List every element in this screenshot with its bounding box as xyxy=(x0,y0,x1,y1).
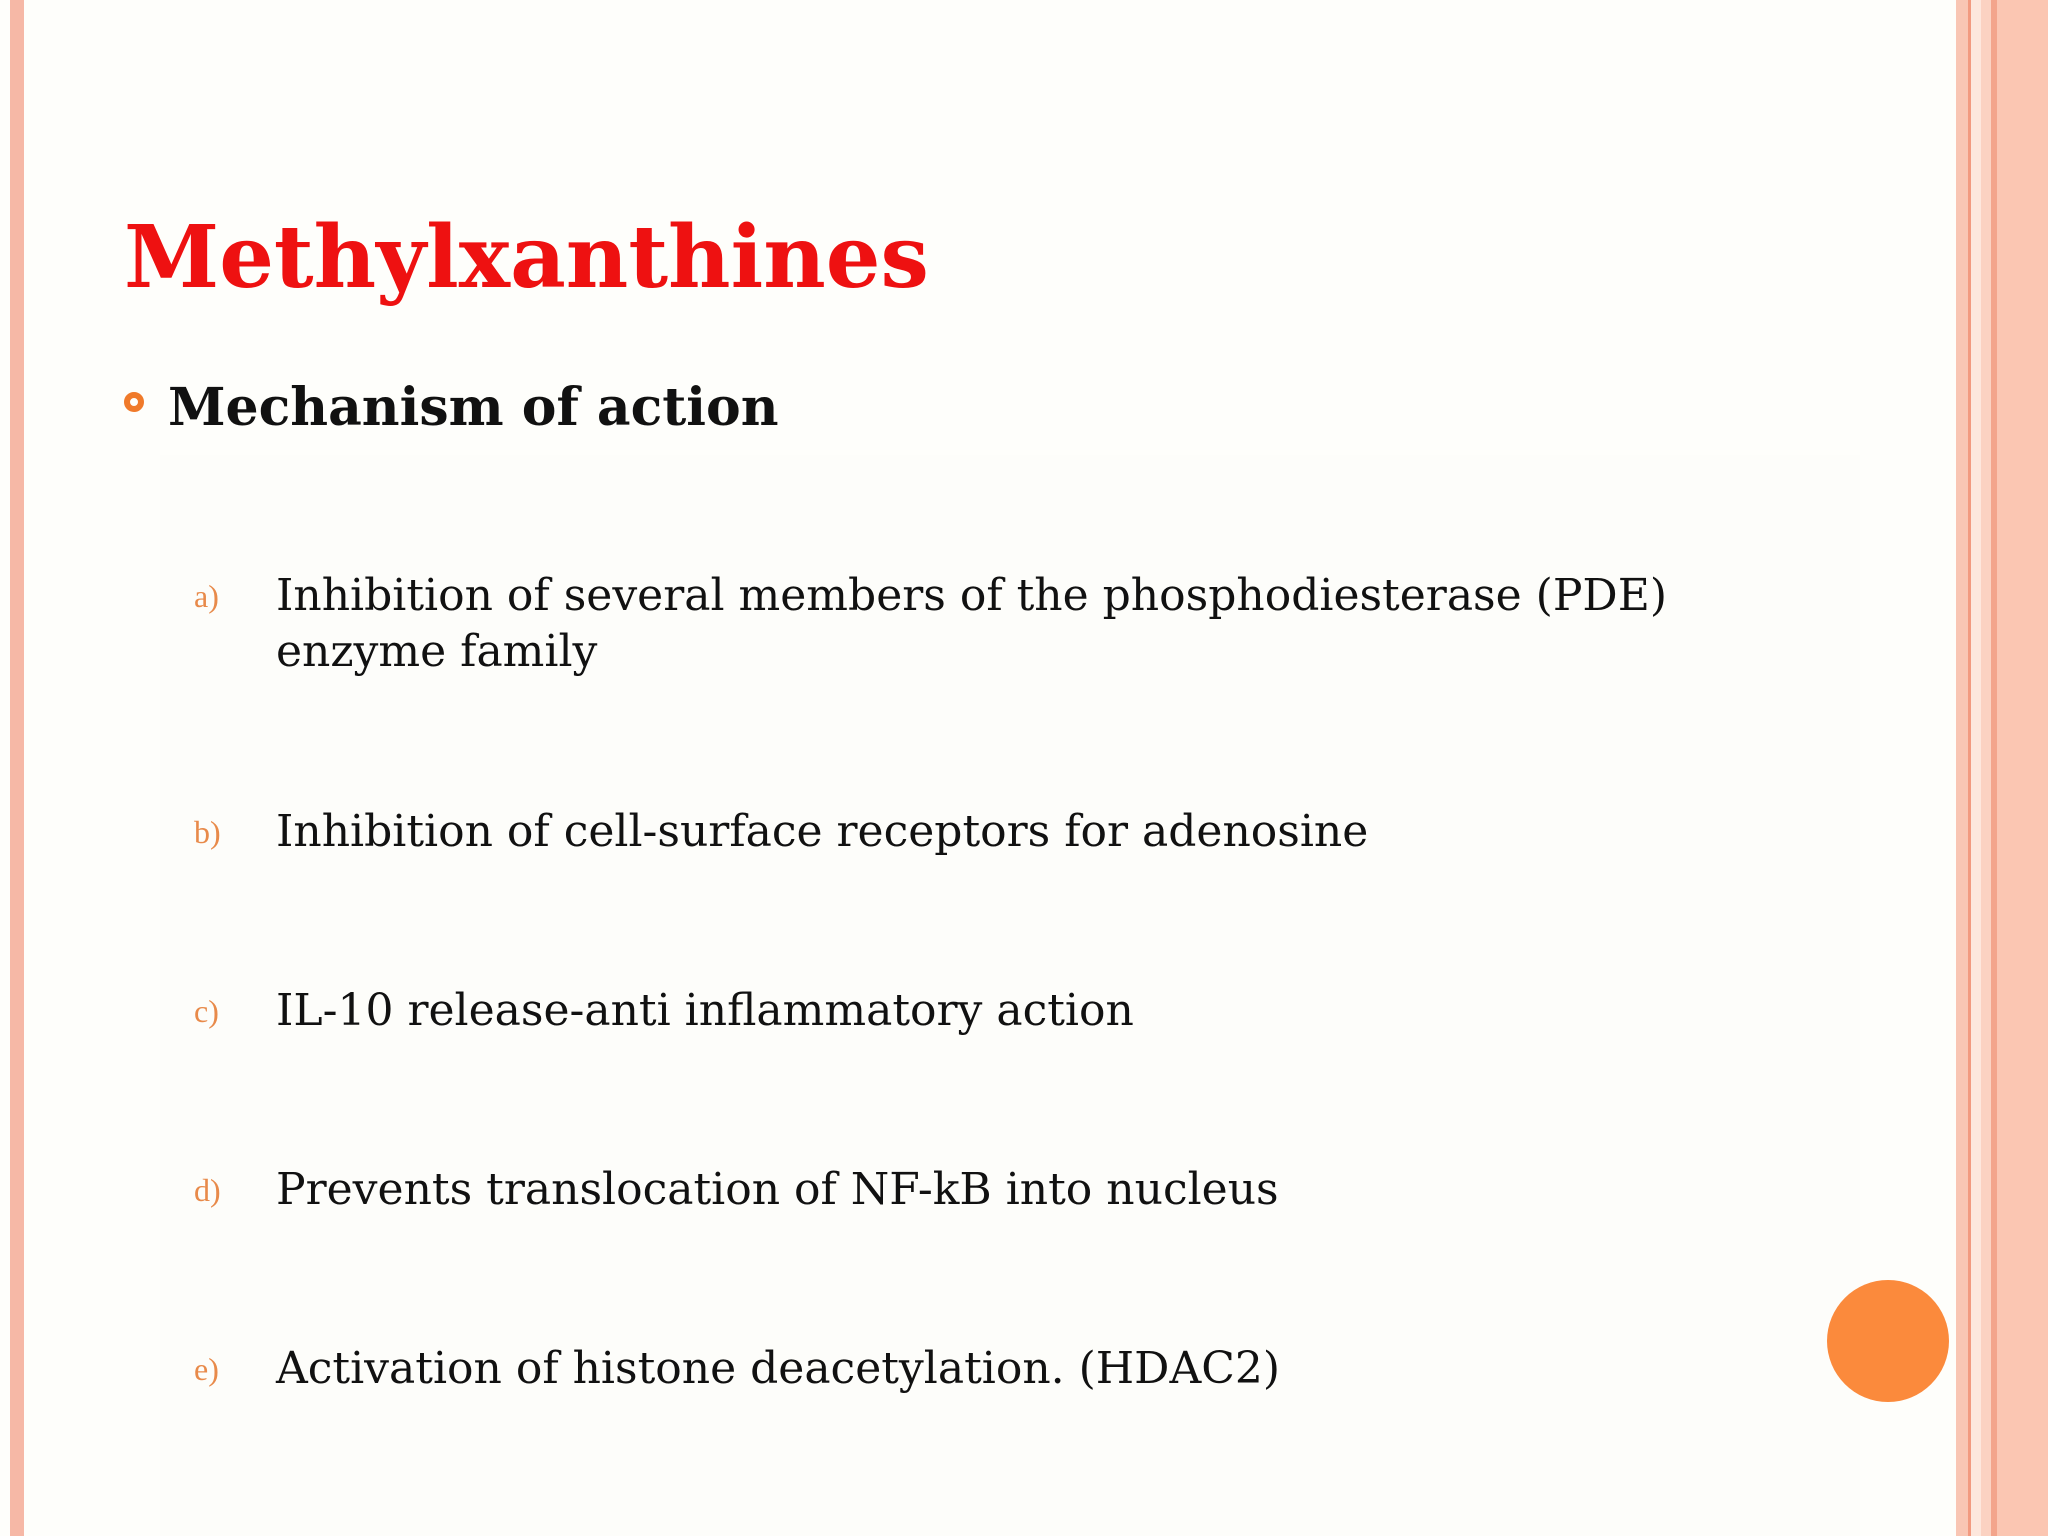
orange-circle-decoration xyxy=(1827,1280,1949,1402)
list-item-text: Prevents translocation of NF-kB into nucleus xyxy=(276,1164,1279,1215)
right-border-stripe xyxy=(1981,0,1991,1536)
right-border-stripe xyxy=(1997,0,2048,1536)
list-item-marker: c) xyxy=(194,993,219,1029)
list-item-text: Inhibition of cell-surface receptors for adenosine xyxy=(276,806,1369,857)
list-item-text: Inhibition of several members of the phosphodiesterase (PDE) enzyme family xyxy=(276,570,1667,677)
list-item-marker: e) xyxy=(194,1351,219,1387)
left-border-stripe xyxy=(10,0,24,1536)
right-border-stripe xyxy=(1956,0,1968,1536)
right-border-stripe xyxy=(1971,0,1981,1536)
list-item-marker: d) xyxy=(194,1172,221,1208)
list-item-marker: b) xyxy=(194,814,221,850)
ring-bullet-icon xyxy=(124,392,144,412)
list-item-text: IL-10 release-anti inflammatory action xyxy=(276,985,1134,1036)
list-item-marker: a) xyxy=(194,578,219,614)
bullet-text: Mechanism of action xyxy=(168,377,779,438)
list-item-text: Activation of histone deacetylation. (HDAC2) xyxy=(276,1343,1281,1394)
main-bullet xyxy=(124,378,779,438)
slide-title: Methylxanthines xyxy=(124,207,929,308)
